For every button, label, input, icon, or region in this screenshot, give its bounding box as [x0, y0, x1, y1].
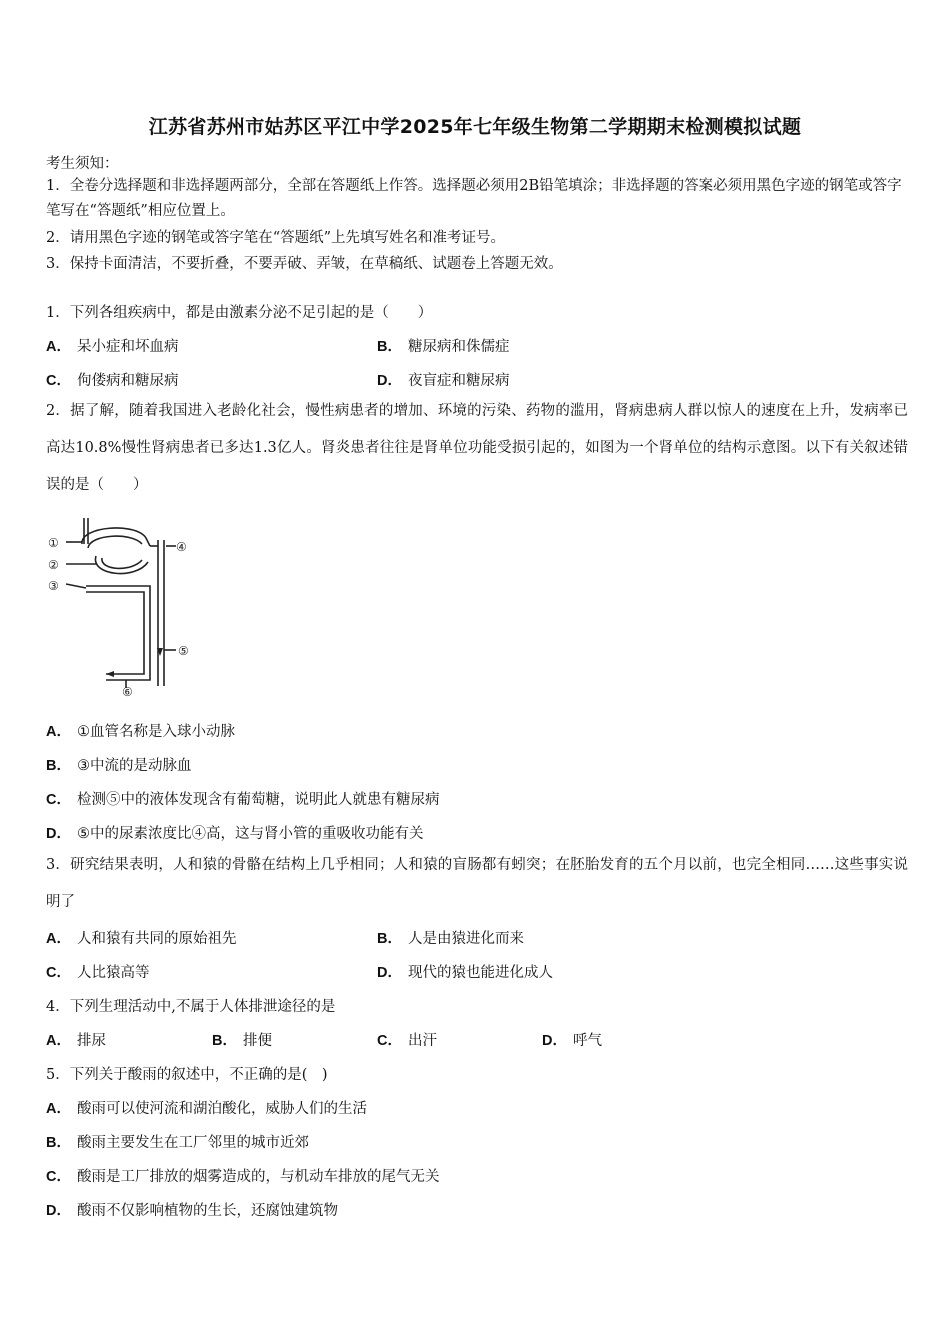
- notice-item-3: 3．保持卡面清洁，不要折叠，不要弄破、弄皱，在草稿纸、试题卷上答题无效。: [46, 256, 563, 272]
- option-label: C．: [46, 792, 71, 808]
- option-label: D．: [46, 826, 71, 842]
- option-label: C．: [46, 373, 71, 389]
- q1-option-a[interactable]: [46, 335, 178, 356]
- option-text: 佝偻病和糖尿病: [76, 373, 179, 389]
- q5-option-d[interactable]: [46, 1199, 338, 1220]
- question-1-stem: 1．下列各组疾病中，都是由激素分泌不足引起的是（ ）: [46, 305, 433, 321]
- page-title: 江苏省苏州市姑苏区平江中学2025年七年级生物第二学期期末检测模拟试题: [148, 116, 802, 138]
- question-4-stem: 4．下列生理活动中,不属于人体排泄途径的是: [46, 999, 336, 1015]
- question-5-stem: 5．下列关于酸雨的叙述中，不正确的是( ): [46, 1067, 328, 1083]
- option-label: C．: [46, 965, 71, 981]
- q1-option-b[interactable]: [377, 335, 509, 356]
- q4-option-d[interactable]: [542, 1029, 602, 1050]
- notice-item-1: 1．全卷分选择题和非选择题两部分，全部在答题纸上作答。选择题必须用2B铅笔填涂；非选择题的答案必须用黑色字迹的钢笔或答字笔写在“答题纸”相应位置上。: [46, 178, 902, 219]
- option-text: 酸雨可以使河流和湖泊酸化，威胁人们的生活: [76, 1101, 367, 1117]
- option-text: ⑤中的尿素浓度比④高，这与肾小管的重吸收功能有关: [76, 826, 424, 842]
- diagram-label-3: ③: [48, 579, 59, 593]
- q4-option-b[interactable]: [212, 1029, 272, 1050]
- diagram-label-2: ②: [48, 558, 59, 572]
- q5-option-c[interactable]: [46, 1165, 439, 1186]
- q2-option-c[interactable]: [46, 788, 439, 809]
- q3-option-c[interactable]: [46, 961, 149, 982]
- notice-heading: 考生须知：: [46, 156, 119, 172]
- question-2-stem: 2．据了解，随着我国进入老龄化社会，慢性病患者的增加、环境的污染、药物的滥用，肾病患病人群以惊人的速度在上升，发病率已高达10.8%慢性肾病患者已多达1.3亿人。肾炎患者往往是肾单位功能受损引起的，如图为一个肾单位的结构示意图。以下有关叙述错误的是（ ）: [46, 403, 908, 493]
- option-label: B．: [46, 758, 71, 774]
- option-label: B．: [46, 1135, 71, 1151]
- q5-option-b[interactable]: [46, 1131, 309, 1152]
- option-text: ③中流的是动脉血: [76, 758, 192, 774]
- option-text: 酸雨是工厂排放的烟雾造成的，与机动车排放的尾气无关: [76, 1169, 440, 1185]
- q2-option-a[interactable]: [46, 720, 235, 741]
- option-label: B．: [212, 1033, 237, 1049]
- option-label: A．: [46, 724, 71, 740]
- option-text: 人是由猿进化而来: [407, 931, 524, 947]
- notice-item-2: 2．请用黑色字迹的钢笔或答字笔在“答题纸”上先填写姓名和准考证号。: [46, 230, 506, 246]
- option-text: 糖尿病和侏儒症: [407, 339, 510, 355]
- option-label: C．: [46, 1169, 71, 1185]
- option-label: D．: [377, 965, 402, 981]
- option-text: 酸雨不仅影响植物的生长，还腐蚀建筑物: [76, 1203, 338, 1219]
- option-label: B．: [377, 339, 402, 355]
- q3-option-a[interactable]: [46, 927, 236, 948]
- option-text: 排便: [242, 1033, 272, 1049]
- option-text: 出汗: [407, 1033, 437, 1049]
- q3-option-b[interactable]: [377, 927, 524, 948]
- option-label: D．: [46, 1203, 71, 1219]
- option-label: C．: [377, 1033, 402, 1049]
- option-text: ①血管名称是入球小动脉: [76, 724, 235, 740]
- diagram-label-6: ⑥: [122, 685, 133, 698]
- diagram-label-1: ①: [48, 536, 59, 550]
- diagram-label-4: ④: [176, 540, 187, 554]
- option-text: 排尿: [76, 1033, 106, 1049]
- option-label: A．: [46, 931, 71, 947]
- q3-option-d[interactable]: [377, 961, 553, 982]
- option-label: A．: [46, 1101, 71, 1117]
- option-text: 检测⑤中的液体发现含有葡萄糖，说明此人就患有糖尿病: [76, 792, 440, 808]
- q2-option-d[interactable]: [46, 822, 423, 843]
- nephron-diagram: [46, 516, 206, 698]
- option-label: A．: [46, 1033, 71, 1049]
- option-label: A．: [46, 339, 71, 355]
- option-text: 现代的猿也能进化成人: [407, 965, 553, 981]
- q5-option-a[interactable]: [46, 1097, 367, 1118]
- option-text: 人比猿高等: [76, 965, 150, 981]
- q2-option-b[interactable]: [46, 754, 191, 775]
- option-text: 呆小症和坏血病: [76, 339, 179, 355]
- option-text: 夜盲症和糖尿病: [407, 373, 510, 389]
- q1-option-d[interactable]: [377, 369, 509, 390]
- option-label: D．: [542, 1033, 567, 1049]
- q4-option-a[interactable]: [46, 1029, 106, 1050]
- q4-option-c[interactable]: [377, 1029, 437, 1050]
- option-text: 呼气: [572, 1033, 602, 1049]
- option-text: 人和猿有共同的原始祖先: [76, 931, 237, 947]
- q1-option-c[interactable]: [46, 369, 178, 390]
- diagram-label-5: ⑤: [178, 644, 189, 658]
- option-text: 酸雨主要发生在工厂邻里的城市近郊: [76, 1135, 309, 1151]
- question-3-stem: 3．研究结果表明，人和猿的骨骼在结构上几乎相同；人和猿的盲肠都有蚓突；在胚胎发育的五个月以前，也完全相同……这些事实说明了: [46, 857, 908, 910]
- option-label: B．: [377, 931, 402, 947]
- option-label: D．: [377, 373, 402, 389]
